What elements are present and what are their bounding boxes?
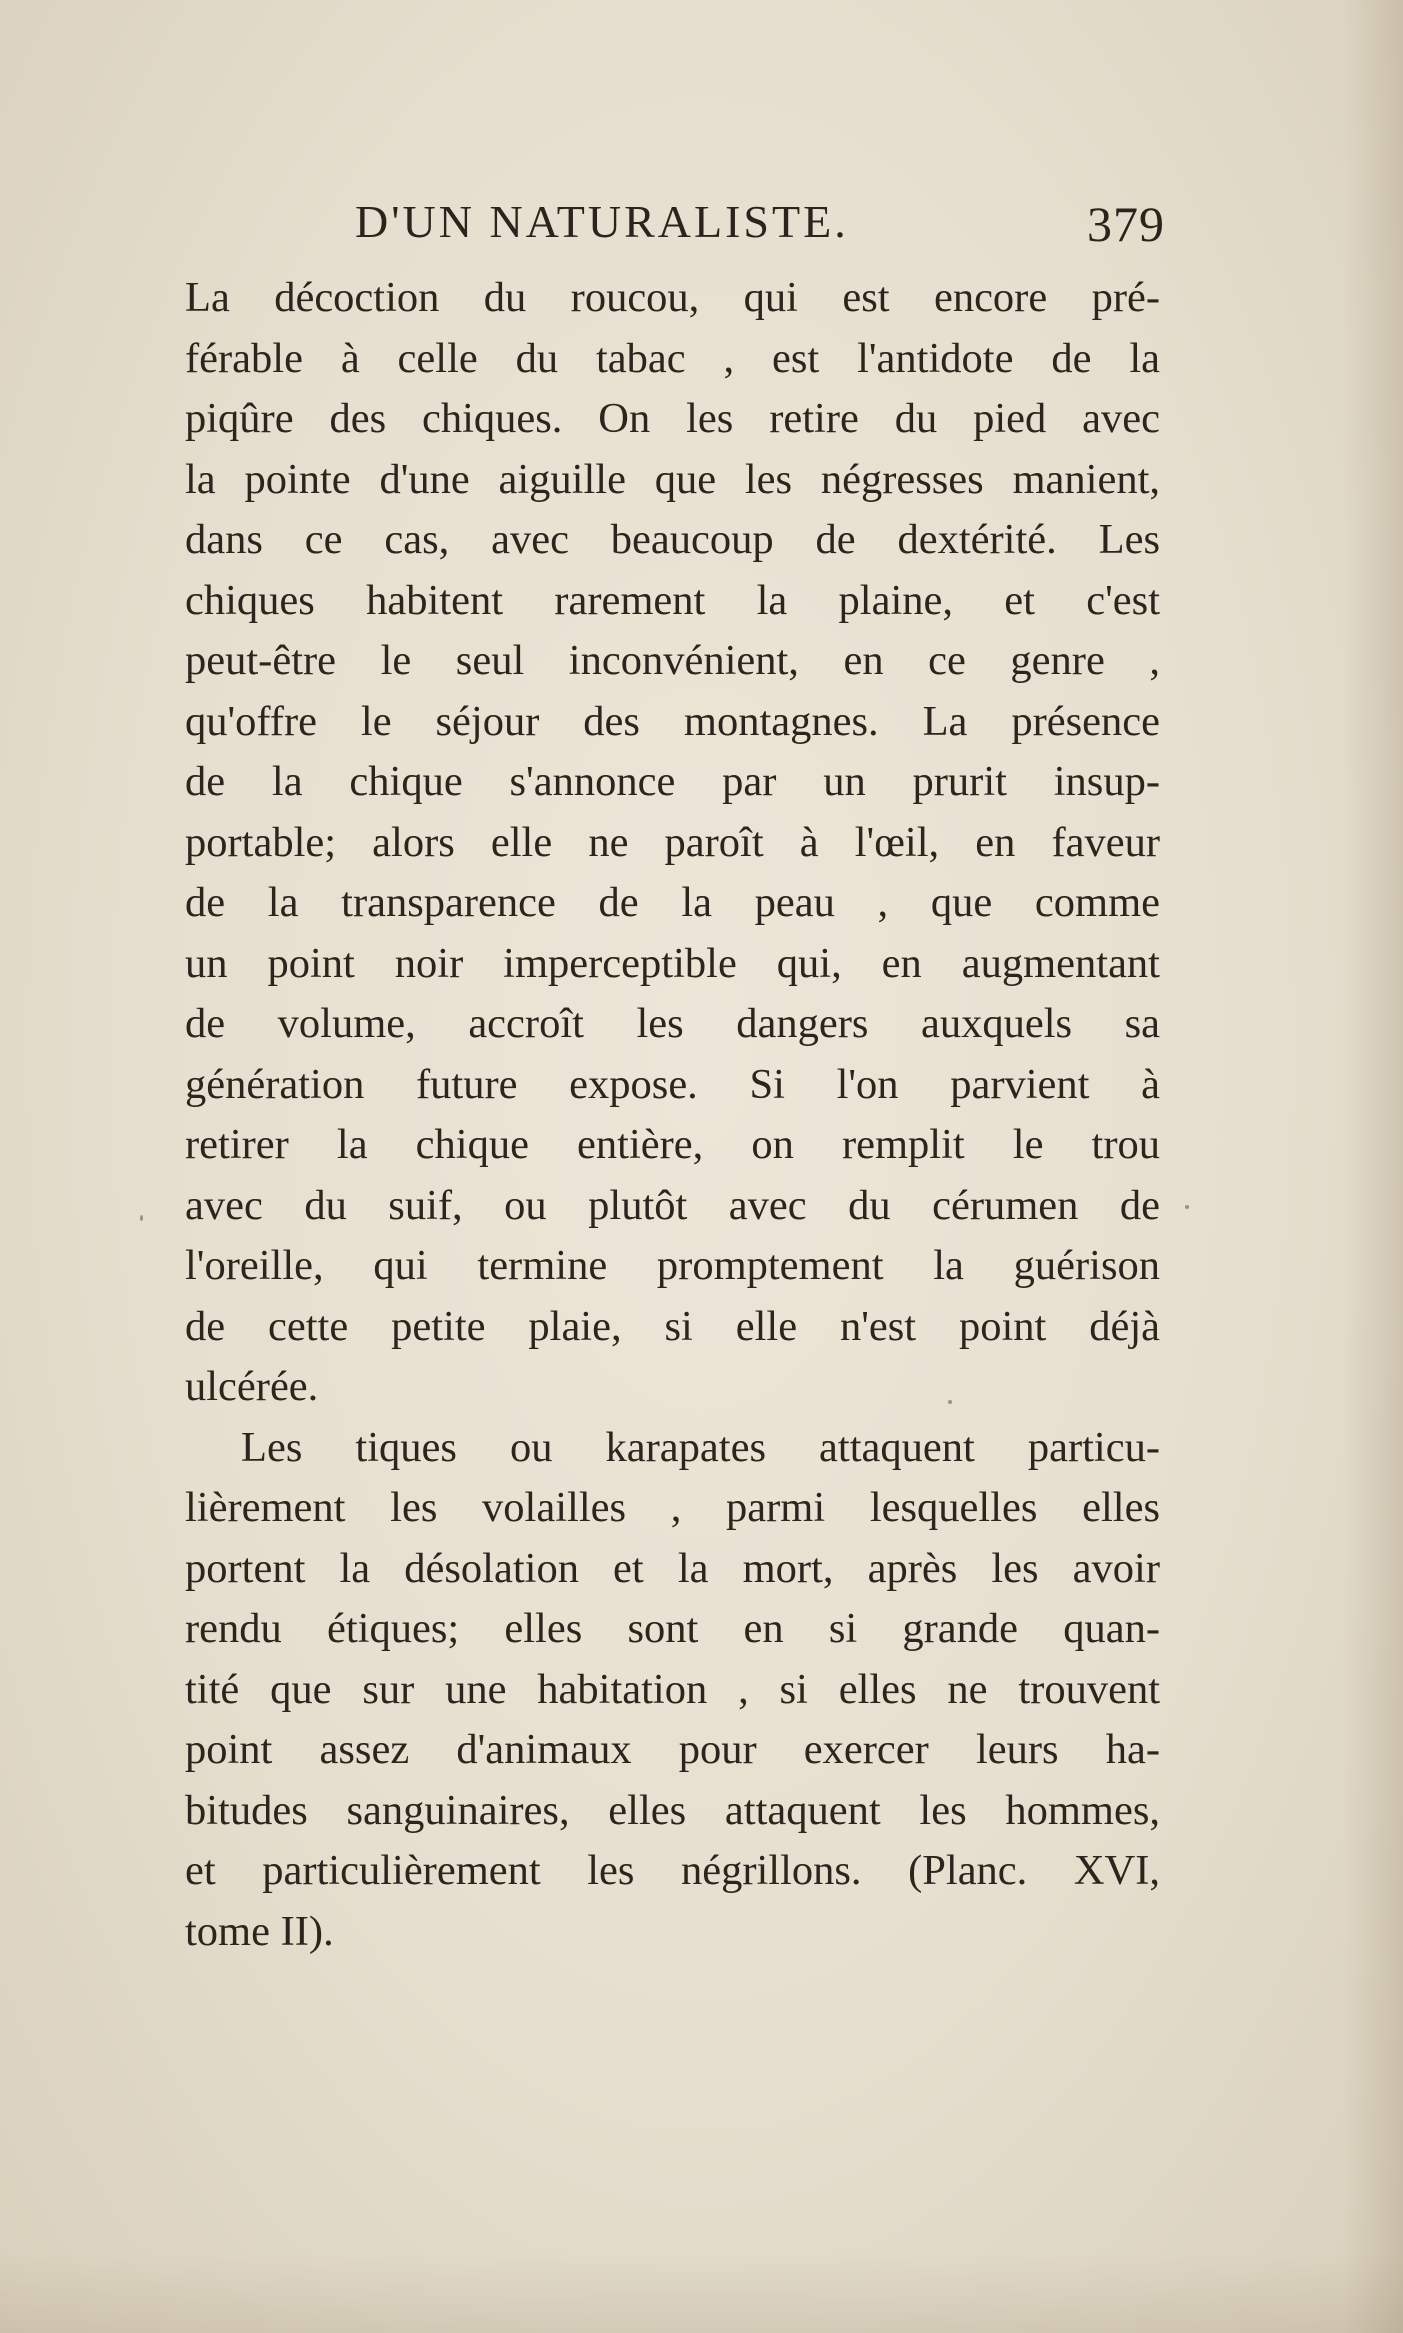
page-number: 379 xyxy=(1087,196,1165,252)
body-text xyxy=(185,268,1160,1962)
text-line: génération future expose. Si l'on parvient à xyxy=(185,1060,1160,1108)
text-line: tome II). xyxy=(185,1907,334,1955)
page-edge-shadow xyxy=(1343,0,1403,2333)
text-line: la pointe d'une aiguille que les négresses manient, xyxy=(185,455,1160,503)
text-line: Les tiques ou karapates attaquent particu- xyxy=(241,1423,1160,1471)
text-line: ulcérée. xyxy=(185,1363,319,1410)
text-line: dans ce cas, avec beaucoup de dextérité. Les xyxy=(185,516,1160,563)
text-line: de la chique s'annonce par un prurit insup- xyxy=(185,758,1160,805)
text-line: de la transparence de la peau , que comme xyxy=(185,879,1160,926)
text-line: portent la désolation et la mort, après les avoir xyxy=(185,1544,1160,1592)
text-line: l'oreille, qui termine promptement la guérison xyxy=(185,1242,1160,1289)
text-line: tité que sur une habitation , si elles ne trouvent xyxy=(185,1665,1160,1713)
text-line: portable; alors elle ne paroît à l'œil, en faveur xyxy=(185,818,1160,866)
text-line: avec du suif, ou plutôt avec du cérumen de xyxy=(185,1181,1160,1229)
paper-speck xyxy=(1185,1205,1189,1209)
paper-speck xyxy=(140,1215,143,1221)
running-head-title: D'UN NATURALISTE. xyxy=(355,196,849,247)
text-line: qu'offre le séjour des montagnes. La présence xyxy=(185,697,1160,745)
text-line: férable à celle du tabac , est l'antidote de la xyxy=(185,334,1160,382)
text-line: lièrement les volailles , parmi lesquelles elles xyxy=(185,1484,1160,1531)
text-line: rendu étiques; elles sont en si grande quan- xyxy=(185,1605,1160,1652)
text-line: La décoction du roucou, qui est encore pré- xyxy=(185,274,1160,321)
page-bottom-shadow xyxy=(0,2253,1403,2333)
text-line: un point noir imperceptible qui, en augmentant xyxy=(185,939,1160,987)
text-line: retirer la chique entière, on remplit le trou xyxy=(185,1121,1160,1168)
text-line: de cette petite plaie, si elle n'est point déjà xyxy=(185,1302,1160,1350)
running-head xyxy=(355,195,1165,259)
text-line: peut-être le seul inconvénient, en ce genre , xyxy=(185,637,1160,684)
text-line: piqûre des chiques. On les retire du pied avec xyxy=(185,395,1160,442)
paragraph xyxy=(185,1418,1160,1963)
paragraph xyxy=(185,268,1160,1418)
text-line: point assez d'animaux pour exercer leurs ha- xyxy=(185,1726,1160,1773)
text-line: de volume, accroît les dangers auxquels sa xyxy=(185,1000,1160,1047)
text-line: et particulièrement les négrillons. (Planc. XVI, xyxy=(185,1847,1160,1894)
text-line: chiques habitent rarement la plaine, et c'est xyxy=(185,576,1160,624)
text-line: bitudes sanguinaires, elles attaquent les hommes, xyxy=(185,1786,1160,1834)
